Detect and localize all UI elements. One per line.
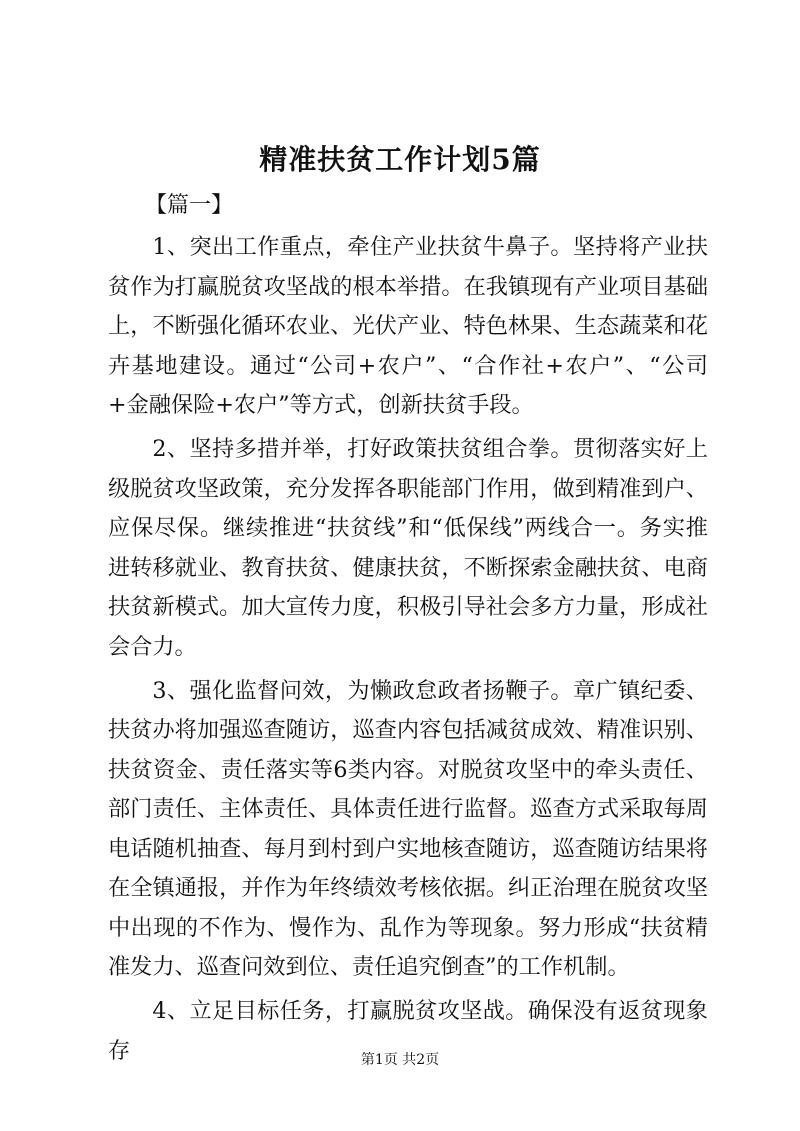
paragraph-3: 3、强化监督问效，为懒政怠政者扬鞭子。章广镇纪委、扶贫办将加强巡查随访，巡查内容包括减贫成效、精准识别、扶贫资金、责任落实等6类内容。对脱贫攻坚中的牵头责任、部门责任、主体责任、具体责任进行监督。巡查方式采取每周电话随机抽查、每月到村到户实地核查随访，巡查随访结果将在全镇通报，并作为年终绩效考核依据。纠正治理在脱贫攻坚中出现的不作为、慢作为、乱作为等现象。努力形成“扶贫精准发力、巡查问效到位、责任追究倒查”的工作机制。 (108, 677, 708, 980)
document-body (108, 228, 708, 1076)
paragraph-1: 1、突出工作重点，牵住产业扶贫牛鼻子。坚持将产业扶贫作为打赢脱贫攻坚战的根本举措。在我镇现有产业项目基础上，不断强化循环农业、光伏产业、特色林果、生态蔬菜和花卉基地建设。通过“公司+农户”、“合作社+农户”、“公司+金融保险+农户”等方式，创新扶贫手段。 (108, 234, 708, 418)
paragraph-4: 4、立足目标任务，打赢脱贫攻坚战。确保没有返贫现象存 (108, 998, 708, 1064)
document-title: 精准扶贫工作计划5篇 (259, 143, 541, 176)
paragraph-2: 2、坚持多措并举，打好政策扶贫组合拳。贯彻落实好上级脱贫攻坚政策，充分发挥各职能部门作用，做到精准到户、应保尽保。继续推进“扶贫线”和“低保线”两线合一。务实推进转移就业、教育扶贫、健康扶贫，不断探索金融扶贫、电商扶贫新模式。加大宣传力度，积极引导社会多方力量，形成社会合力。 (108, 436, 708, 660)
page-footer: 第1页 共2页 (360, 1052, 440, 1068)
section-heading: 【篇一】 (145, 193, 234, 218)
